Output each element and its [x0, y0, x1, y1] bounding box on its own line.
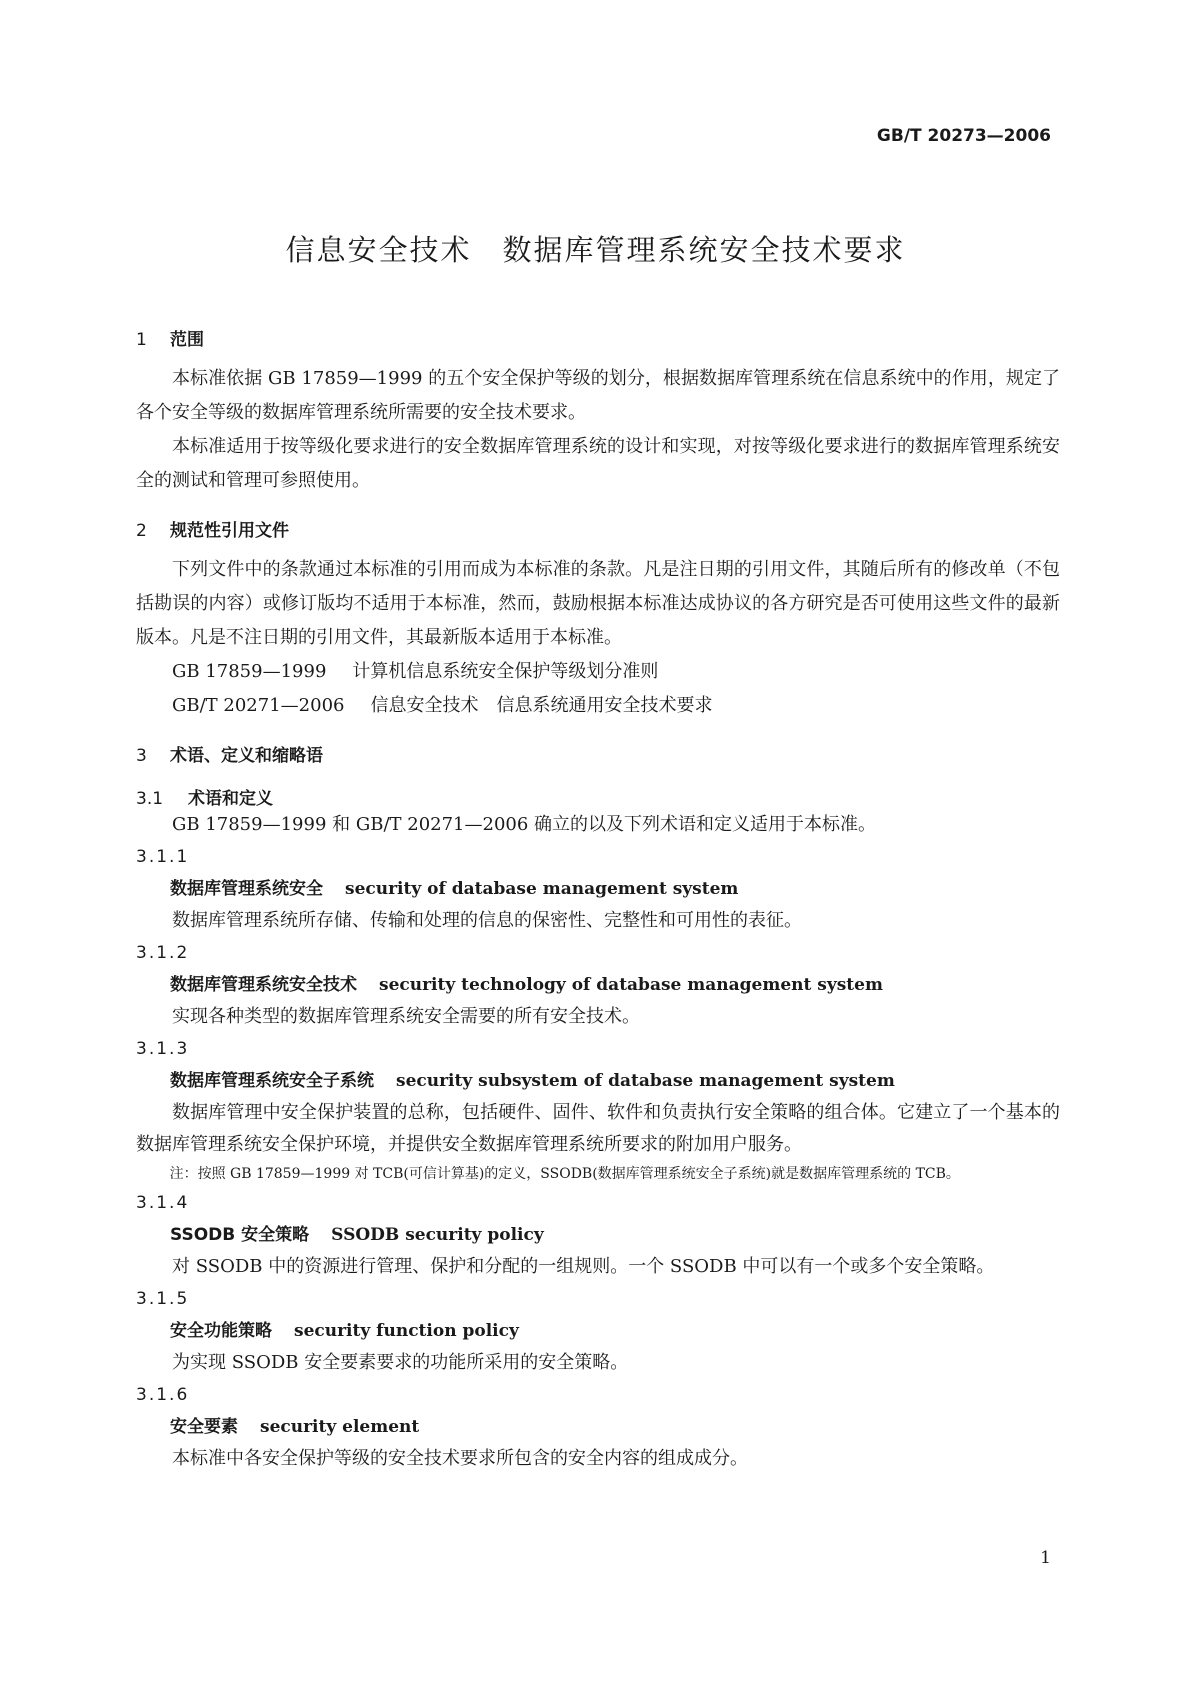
term-definition: 数据库管理中安全保护装置的总称，包括硬件、固件、软件和负责执行安全策略的组合体。它建立了一个基本的数据库管理系统安全保护环境，并提供安全数据库管理系统所要求的附加用户服务。 [136, 1102, 1060, 1155]
term-note [136, 1161, 1060, 1187]
normative-reference [136, 655, 1060, 689]
document-title: 信息安全技术 数据库管理系统安全技术要求 [285, 233, 906, 267]
term-name [136, 1065, 1060, 1097]
subsection-title: 术语和定义 [188, 789, 273, 809]
term-definition: 数据库管理系统所存储、传输和处理的信息的保密性、完整性和可用性的表征。 [172, 910, 802, 931]
term-name-en: security of database management system [345, 879, 739, 899]
term-name-en: security element [260, 1417, 420, 1437]
section-title: 范围 [170, 330, 204, 350]
page-number: 1 [1040, 1548, 1051, 1568]
term-name-en: SSODB security policy [331, 1225, 544, 1245]
section-3-heading [136, 741, 1060, 766]
term-number: 3.1.1 [136, 847, 190, 867]
reference-code: GB/T 20271—2006 [172, 695, 345, 716]
reference-name: 计算机信息系统安全保护等级划分准则 [352, 661, 659, 682]
section-1-heading [136, 325, 1060, 350]
note-text: 按照 GB 17859—1999 对 TCB(可信计算基)的定义，SSODB(数据库管理系统安全子系统)就是数据库管理系统的 TCB。 [197, 1166, 960, 1182]
term-name-zh: 安全功能策略 [170, 1321, 272, 1341]
term-definition: 本标准中各安全保护等级的安全技术要求所包含的安全内容的组成成分。 [172, 1448, 748, 1469]
standard-code: GB/T 20273—2006 [876, 126, 1051, 146]
document-body [136, 325, 1060, 1475]
paragraph: 下列文件中的条款通过本标准的引用而成为本标准的条款。凡是注日期的引用文件，其随后所有的修改单（不包括勘误的内容）或修订版均不适用于本标准，然而，鼓励根据本标准达成协议的各方研究是否可使用这些文件的最新版本。凡是不注日期的引用文件，其最新版本适用于本标准。 [136, 559, 1060, 648]
term-number: 3.1.2 [136, 943, 190, 963]
term-name-zh: 数据库管理系统安全 [170, 879, 323, 899]
subsection-number: 3.1 [136, 789, 164, 809]
term-definition: 实现各种类型的数据库管理系统安全需要的所有安全技术。 [172, 1006, 640, 1027]
paragraph: 本标准适用于按等级化要求进行的安全数据库管理系统的设计和实现，对按等级化要求进行的数据库管理系统安全的测试和管理可参照使用。 [136, 436, 1060, 491]
term-name [136, 873, 1060, 905]
term-name-zh: 数据库管理系统安全子系统 [170, 1071, 374, 1091]
note-label: 注： [169, 1166, 198, 1182]
term-definition: 为实现 SSODB 安全要素要求的功能所采用的安全策略。 [172, 1352, 629, 1373]
term-name-en: security technology of database management system [379, 975, 883, 995]
term-name [136, 1411, 1060, 1443]
term-name [136, 1219, 1060, 1251]
section-number: 1 [136, 330, 147, 350]
subsection-3-1-heading [136, 784, 1060, 809]
term-number: 3.1.3 [136, 1039, 190, 1059]
term-number: 3.1.5 [136, 1289, 190, 1309]
term-name-zh: 安全要素 [170, 1417, 238, 1437]
term-definition: 对 SSODB 中的资源进行管理、保护和分配的一组规则。一个 SSODB 中可以有一个或多个安全策略。 [172, 1256, 995, 1277]
normative-reference [136, 689, 1060, 723]
section-number: 2 [136, 521, 147, 541]
term-name-en: security subsystem of database management system [396, 1071, 895, 1091]
term-name-zh: 数据库管理系统安全技术 [170, 975, 357, 995]
section-number: 3 [136, 746, 147, 766]
section-title: 术语、定义和缩略语 [170, 746, 323, 766]
term-number: 3.1.4 [136, 1193, 190, 1213]
section-title: 规范性引用文件 [170, 521, 289, 541]
term-name-en: security function policy [294, 1321, 519, 1341]
term-name-zh: SSODB 安全策略 [170, 1225, 310, 1245]
term-name [136, 1315, 1060, 1347]
paragraph: GB 17859—1999 和 GB/T 20271—2006 确立的以及下列术语和定义适用于本标准。 [172, 814, 877, 835]
reference-code: GB 17859—1999 [172, 661, 327, 682]
section-2-heading [136, 516, 1060, 541]
term-number: 3.1.6 [136, 1385, 190, 1405]
reference-name: 信息安全技术 信息系统通用安全技术要求 [370, 695, 713, 716]
term-name [136, 969, 1060, 1001]
paragraph: 本标准依据 GB 17859—1999 的五个安全保护等级的划分，根据数据库管理系统在信息系统中的作用，规定了各个安全等级的数据库管理系统所需要的安全技术要求。 [136, 368, 1060, 423]
